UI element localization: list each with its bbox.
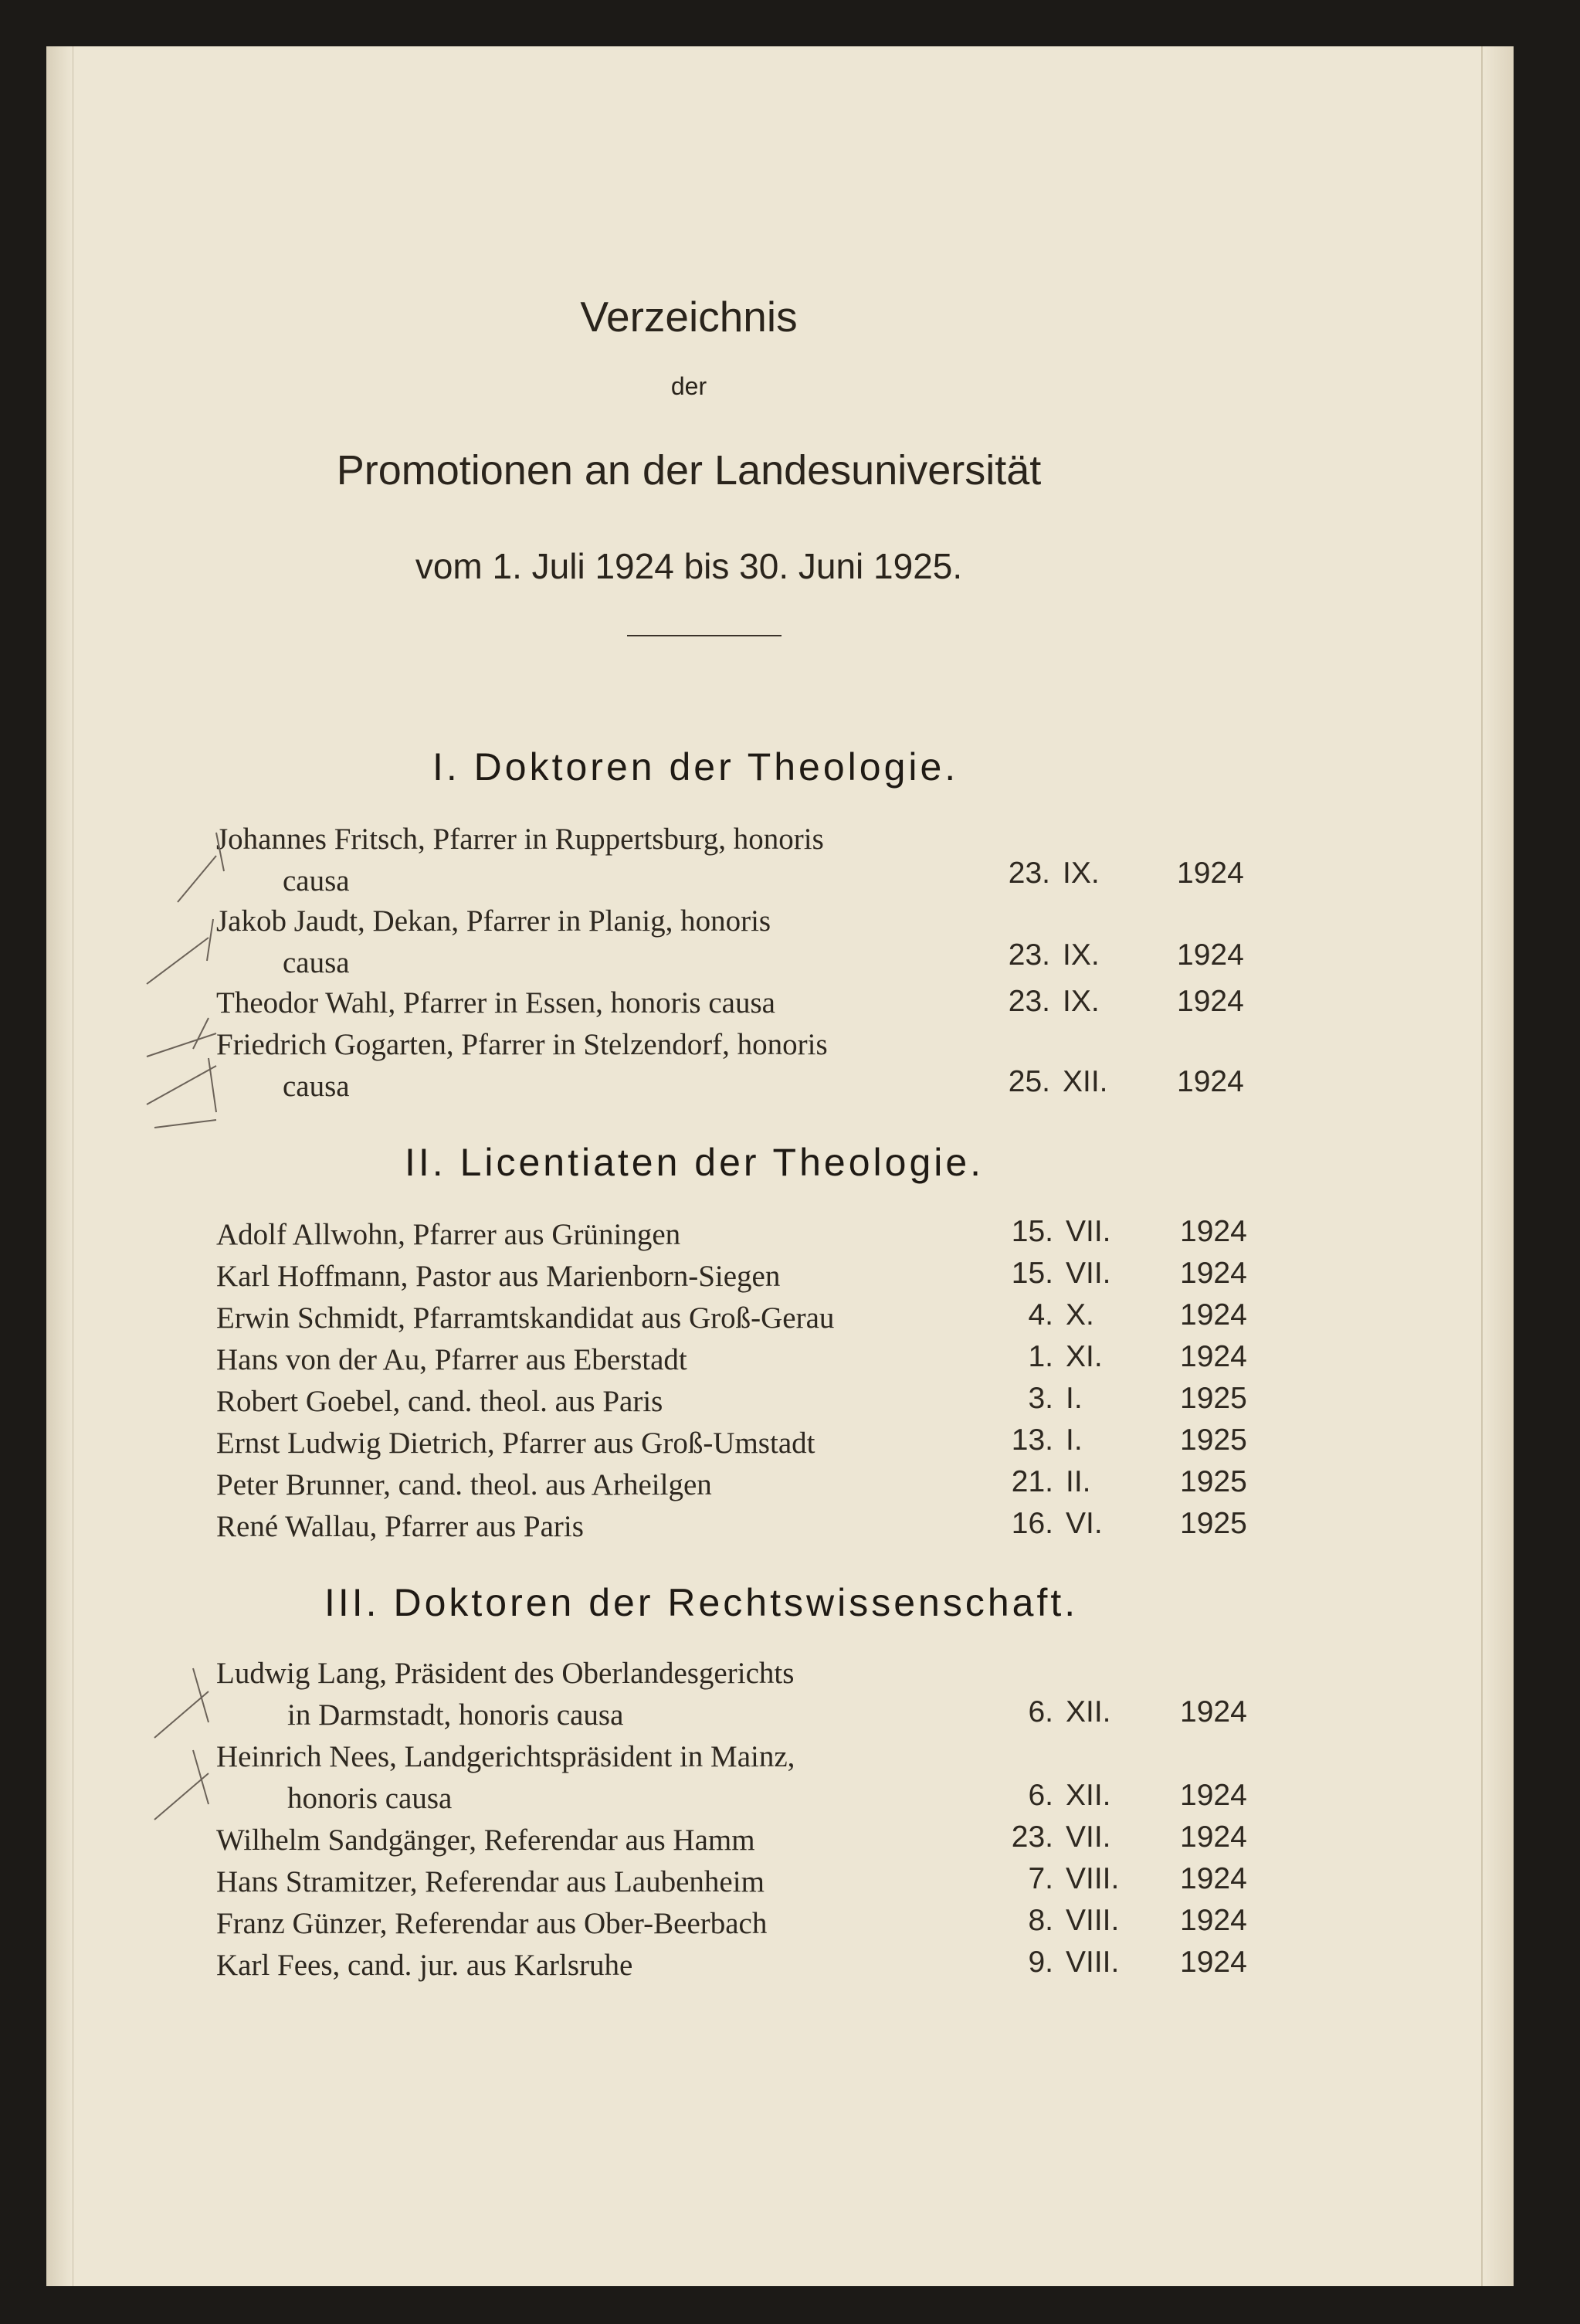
entry-year: 1924 — [1180, 1257, 1247, 1290]
entry-month: VI. — [1066, 1507, 1103, 1540]
pencil-cross-mark — [139, 1050, 232, 1135]
entry-year: 1924 — [1180, 1298, 1247, 1332]
entry-day: 21. — [1011, 1465, 1053, 1498]
entry-year: 1924 — [1180, 1904, 1247, 1937]
entry-name: René Wallau, Pfarrer aus Paris — [216, 1510, 584, 1543]
entry-day: 23. — [1011, 1820, 1053, 1854]
entry-name: Karl Fees, cand. jur. aus Karlsruhe — [216, 1949, 633, 1982]
entry-name: Friedrich Gogarten, Pfarrer in Stelzendorf, honoris — [216, 1028, 828, 1061]
list-item — [216, 1256, 1266, 1298]
entry-name: Hans Stramitzer, Referendar aus Laubenheim — [216, 1865, 765, 1898]
entry-name: Karl Hoffmann, Pastor aus Marienborn-Siegen — [216, 1260, 781, 1293]
entry-year: 1924 — [1180, 1862, 1247, 1895]
entry-name: Franz Günzer, Referendar aus Ober-Beerbach — [216, 1907, 768, 1940]
entry-name-cont: causa — [283, 946, 350, 979]
entry-day: 15. — [1011, 1215, 1053, 1248]
entry-month: IX. — [1063, 857, 1100, 890]
entry-month: IX. — [1063, 985, 1100, 1018]
entry-month: VII. — [1066, 1215, 1111, 1248]
entry-month: IX. — [1063, 938, 1100, 972]
entry-year: 1924 — [1180, 1215, 1247, 1248]
entry-name-cont: honoris causa — [287, 1782, 453, 1815]
title-line-3: Promotionen an der Landesuniversität — [336, 447, 1042, 494]
pencil-cross-mark — [139, 907, 232, 992]
entry-month: XI. — [1066, 1340, 1103, 1373]
entry-year: 1925 — [1180, 1465, 1247, 1498]
entry-year: 1924 — [1177, 985, 1244, 1018]
page-right-edge — [1481, 46, 1514, 2286]
entry-month: II. — [1066, 1465, 1091, 1498]
entry-day: 23. — [1008, 985, 1050, 1018]
list-item — [216, 819, 1266, 902]
entry-name: Erwin Schmidt, Pfarramtskandidat aus Groß-Gerau — [216, 1301, 835, 1335]
section-heading-licentiates: II. Licentiaten der Theologie. — [405, 1141, 985, 1184]
list-item — [216, 1945, 1266, 1986]
list-item — [216, 1381, 1266, 1423]
list-item — [216, 901, 1266, 984]
entry-day: 7. — [1028, 1862, 1053, 1895]
pencil-cross-mark — [139, 1661, 232, 1746]
entry-month: XII. — [1066, 1695, 1111, 1729]
list-item — [216, 1339, 1266, 1381]
entry-name: Heinrich Nees, Landgerichtspräsident in Mainz, — [216, 1740, 795, 1773]
entry-year: 1925 — [1180, 1507, 1247, 1540]
entry-month: VII. — [1066, 1257, 1111, 1290]
entry-month: XII. — [1066, 1779, 1111, 1812]
entry-day: 25. — [1008, 1065, 1050, 1098]
list-item — [216, 1903, 1266, 1945]
entry-day: 16. — [1011, 1507, 1053, 1540]
document-page — [46, 46, 1514, 2286]
entry-name: Robert Goebel, cand. theol. aus Paris — [216, 1385, 663, 1418]
entry-year: 1924 — [1177, 938, 1244, 972]
entry-year: 1924 — [1177, 857, 1244, 890]
pencil-cross-mark — [139, 1742, 232, 1827]
entry-month: VIII. — [1066, 1904, 1120, 1937]
list-item — [216, 1298, 1266, 1339]
section-heading-theology-doctors: I. Doktoren der Theologie. — [432, 745, 959, 789]
entry-year: 1924 — [1180, 1340, 1247, 1373]
entry-name: Ludwig Lang, Präsident des Oberlandesgerichts — [216, 1657, 795, 1690]
list-item — [216, 1024, 1266, 1108]
list-item — [216, 1736, 1266, 1820]
list-item — [216, 1861, 1266, 1903]
entry-day: 6. — [1028, 1695, 1053, 1729]
entry-month: XII. — [1063, 1065, 1108, 1098]
entry-name-cont: causa — [283, 1070, 350, 1103]
entry-day: 3. — [1028, 1382, 1053, 1415]
pencil-cross-mark — [162, 825, 255, 910]
list-item — [216, 1423, 1266, 1464]
entry-year: 1925 — [1180, 1382, 1247, 1415]
entry-day: 9. — [1028, 1946, 1053, 1979]
entry-year: 1924 — [1180, 1946, 1247, 1979]
list-item — [216, 1653, 1266, 1736]
entry-year: 1924 — [1177, 1065, 1244, 1098]
list-item — [216, 982, 1266, 1024]
entry-month: I. — [1066, 1423, 1083, 1457]
entry-month: VIII. — [1066, 1946, 1120, 1979]
entry-name: Wilhelm Sandgänger, Referendar aus Hamm — [216, 1824, 755, 1857]
entry-name: Theodor Wahl, Pfarrer in Essen, honoris causa — [216, 986, 775, 1020]
entry-day: 23. — [1008, 857, 1050, 890]
entry-name-cont: in Darmstadt, honoris causa — [287, 1698, 624, 1732]
title-divider — [627, 635, 782, 636]
list-item — [216, 1464, 1266, 1506]
entry-name: Adolf Allwohn, Pfarrer aus Grüningen — [216, 1218, 681, 1251]
list-item — [216, 1820, 1266, 1861]
entry-day: 8. — [1028, 1904, 1053, 1937]
entry-name: Hans von der Au, Pfarrer aus Eberstadt — [216, 1343, 687, 1376]
section-heading-law-doctors: III. Doktoren der Rechtswissenschaft. — [324, 1581, 1079, 1624]
entry-name: Ernst Ludwig Dietrich, Pfarrer aus Groß-Umstadt — [216, 1427, 815, 1460]
entry-day: 6. — [1028, 1779, 1053, 1812]
entry-name: Peter Brunner, cand. theol. aus Arheilgen — [216, 1468, 712, 1501]
entry-day: 15. — [1011, 1257, 1053, 1290]
entry-year: 1924 — [1180, 1695, 1247, 1729]
title-line-2: der — [670, 372, 707, 400]
title-line-4: vom 1. Juli 1924 bis 30. Juni 1925. — [415, 546, 963, 586]
entry-day: 13. — [1011, 1423, 1053, 1457]
entry-month: X. — [1066, 1298, 1094, 1332]
entry-month: I. — [1066, 1382, 1083, 1415]
title-line-1: Verzeichnis — [580, 293, 798, 341]
entry-year: 1924 — [1180, 1820, 1247, 1854]
entry-month: VII. — [1066, 1820, 1111, 1854]
entry-day: 1. — [1028, 1340, 1053, 1373]
entry-day: 23. — [1008, 938, 1050, 972]
entry-day: 4. — [1028, 1298, 1053, 1332]
entry-name-cont: causa — [283, 864, 350, 897]
list-item — [216, 1214, 1266, 1256]
entry-month: VIII. — [1066, 1862, 1120, 1895]
list-item — [216, 1506, 1266, 1548]
entry-year: 1924 — [1180, 1779, 1247, 1812]
entry-name: Jakob Jaudt, Dekan, Pfarrer in Planig, honoris — [216, 904, 771, 938]
entry-year: 1925 — [1180, 1423, 1247, 1457]
entry-name: Johannes Fritsch, Pfarrer in Ruppertsburg, honoris — [216, 823, 824, 856]
